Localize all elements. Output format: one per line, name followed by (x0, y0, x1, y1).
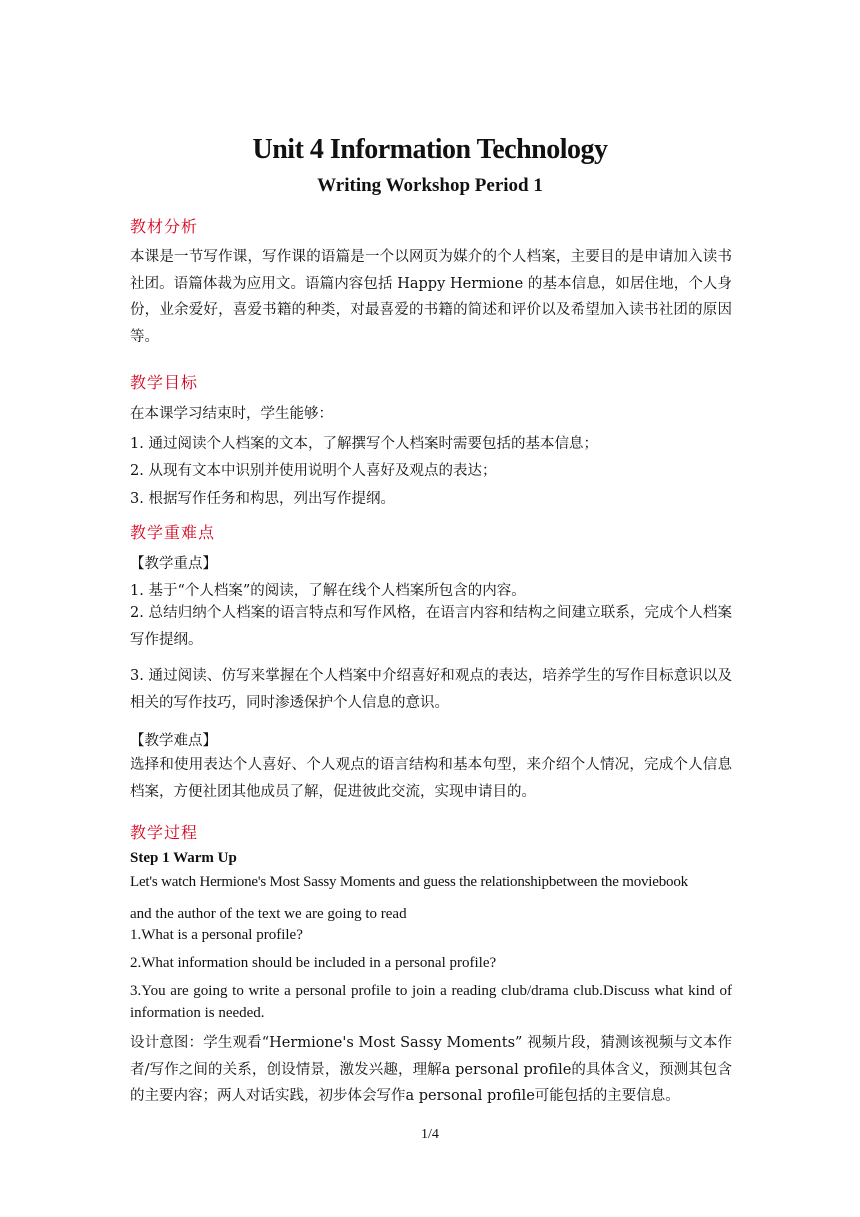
objective-item: 3. 根据写作任务和构思，列出写作提纲。 (130, 491, 395, 507)
objective-item: 1. 通过阅读个人档案的文本，了解撰写个人档案时需要包括的基本信息； (130, 436, 598, 452)
focus-label: 【教学重点】 (130, 556, 217, 572)
analysis-paragraph: 本课是一节写作课，写作课的语篇是一个以网页为媒介的个人档案，主要目的是申请加入读书社团。语篇体裁为应用文。语篇内容包括 Happy Hermione 的基本信息，如居住地，个人身份，业余爱好，喜爱书籍的种类，对最喜爱的书籍的简述和评价以及希望加入读书社团的原因等。 (130, 249, 732, 346)
difficulty-paragraph: 选择和使用表达个人喜好、个人观点的语言结构和基本句型，来介绍个人情况，完成个人信息档案，方便社团其他成员了解，促进彼此交流，实现申请目的。 (130, 757, 732, 800)
section-heading-analysis: 教材分析 (130, 217, 199, 236)
document-title: Unit 4 Information Technology (252, 134, 608, 165)
difficulty-label: 【教学难点】 (130, 733, 217, 749)
focus-item: 3. 通过阅读、仿写来掌握在个人档案中介绍喜好和观点的表达，培养学生的写作目标意识以及相关的写作技巧，同时渗透保护个人信息的意识。 (130, 668, 732, 711)
question-item: 1.What is a personal profile? (130, 927, 303, 943)
objectives-intro: 在本课学习结束时，学生能够： (130, 406, 333, 422)
document-subtitle: Writing Workshop Period 1 (317, 175, 543, 196)
step1-text-line1: Let's watch Hermione's Most Sassy Moments and guess the relationshipbetween the moviebook (130, 874, 688, 890)
section-heading-objectives: 教学目标 (130, 373, 199, 392)
focus-item: 1. 基于“个人档案”的阅读，了解在线个人档案所包含的内容。 (130, 583, 526, 599)
question-item: 2.What information should be included in a personal profile? (130, 955, 497, 971)
step1-text-line2: and the author of the text we are going to read (130, 906, 407, 922)
focus-item: 2. 总结归纳个人档案的语言特点和写作风格，在语言内容和结构之间建立联系，完成个人档案写作提纲。 (130, 605, 732, 648)
step1-title: Step 1 Warm Up (130, 850, 237, 866)
page-number: 1/4 (421, 1127, 439, 1142)
design-intent-paragraph: 设计意图：学生观看“Hermione's Most Sassy Moments” 视频片段，猜测该视频与文本作者/写作之间的关系，创设情景，激发兴趣，理解a personal profile的具体含义，预测其包含的主要内容；两人对话实践，初步体会写作a personal profile可能包括的主要信息。 (130, 1035, 732, 1105)
section-heading-process: 教学过程 (130, 823, 199, 842)
question-item: 3.You are going to write a personal profile to join a reading club/drama club.Discuss what kind of information is needed. (130, 983, 732, 1021)
objective-item: 2. 从现有文本中识别并使用说明个人喜好及观点的表达； (130, 463, 497, 479)
section-heading-key-points: 教学重难点 (130, 523, 216, 542)
